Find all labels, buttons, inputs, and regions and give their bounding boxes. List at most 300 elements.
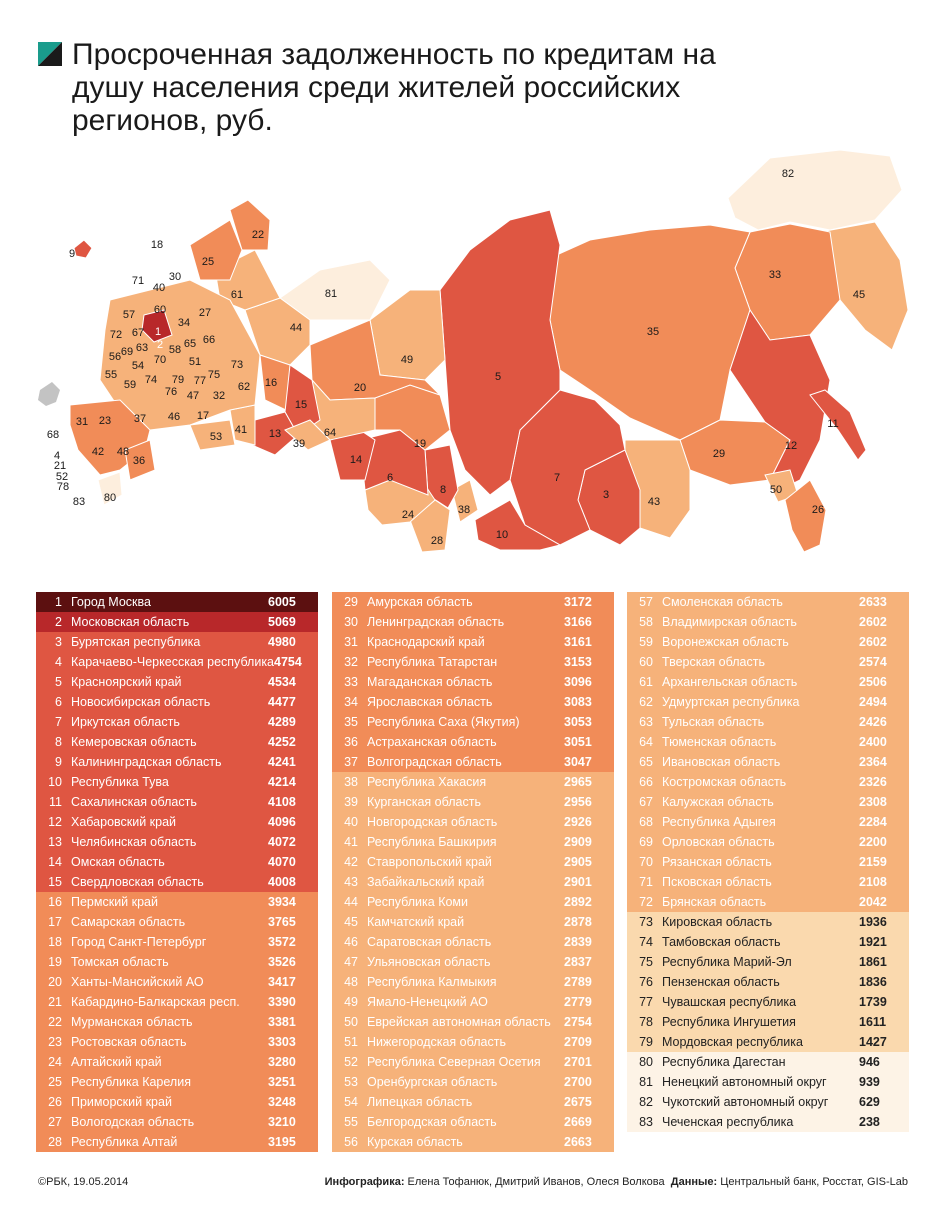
table-row bbox=[627, 1012, 909, 1032]
row-rank: 14 bbox=[48, 855, 62, 869]
row-region-name: Ярославская область bbox=[367, 695, 493, 709]
row-region-name: Карачаево-Черкесская республика bbox=[71, 655, 275, 669]
map-label-19: 19 bbox=[413, 438, 427, 450]
map-label-47: 47 bbox=[186, 390, 200, 402]
row-region-name: Владимирская область bbox=[662, 615, 797, 629]
row-region-name: Республика Тува bbox=[71, 775, 169, 789]
row-rank: 45 bbox=[344, 915, 358, 929]
row-rank: 80 bbox=[639, 1055, 653, 1069]
row-rank: 55 bbox=[344, 1115, 358, 1129]
table-row bbox=[36, 932, 318, 952]
table-row bbox=[627, 972, 909, 992]
page-title: Просроченная задолженность по кредитам на душу населения среди жителей российских регионов, руб. bbox=[72, 38, 716, 137]
row-value: 3195 bbox=[268, 1135, 296, 1149]
row-value: 4214 bbox=[268, 775, 296, 789]
map-label-54: 54 bbox=[131, 360, 145, 372]
data-sources: Центральный банк, Росстат, GIS-Lab bbox=[720, 1176, 908, 1188]
row-rank: 30 bbox=[344, 615, 358, 629]
table-row bbox=[36, 992, 318, 1012]
row-rank: 48 bbox=[344, 975, 358, 989]
table-row bbox=[332, 592, 614, 612]
row-rank: 72 bbox=[639, 895, 653, 909]
row-region-name: Кемеровская область bbox=[71, 735, 197, 749]
map-label-29: 29 bbox=[712, 448, 726, 460]
row-value: 1936 bbox=[859, 915, 887, 929]
table-row bbox=[36, 972, 318, 992]
row-value: 3251 bbox=[268, 1075, 296, 1089]
row-region-name: Волгоградская область bbox=[367, 755, 502, 769]
table-row bbox=[36, 592, 318, 612]
row-rank: 40 bbox=[344, 815, 358, 829]
row-region-name: Республика Марий-Эл bbox=[662, 955, 792, 969]
row-region-name: Удмуртская республика bbox=[662, 695, 800, 709]
map-label-26: 26 bbox=[811, 504, 825, 516]
row-value: 2633 bbox=[859, 595, 887, 609]
row-value: 3526 bbox=[268, 955, 296, 969]
row-value: 2159 bbox=[859, 855, 887, 869]
table-row bbox=[36, 812, 318, 832]
map-label-46: 46 bbox=[167, 411, 181, 423]
row-value: 2779 bbox=[564, 995, 592, 1009]
table-row bbox=[332, 972, 614, 992]
map-label-21: 21 bbox=[53, 460, 67, 472]
row-region-name: Республика Ингушетия bbox=[662, 1015, 796, 1029]
table-row bbox=[627, 1052, 909, 1072]
row-rank: 11 bbox=[49, 795, 62, 809]
row-value: 3248 bbox=[268, 1095, 296, 1109]
row-value: 4241 bbox=[268, 755, 296, 769]
row-region-name: Челябинская область bbox=[71, 835, 197, 849]
row-rank: 38 bbox=[344, 775, 358, 789]
infographic-label: Инфографика: bbox=[324, 1176, 405, 1188]
row-value: 629 bbox=[859, 1095, 880, 1109]
row-region-name: Ульяновская область bbox=[367, 955, 491, 969]
map-label-24: 24 bbox=[401, 509, 415, 521]
table-row bbox=[332, 692, 614, 712]
row-rank: 10 bbox=[48, 775, 62, 789]
table-row bbox=[36, 832, 318, 852]
row-region-name: Приморский край bbox=[71, 1095, 172, 1109]
table-row bbox=[36, 1132, 318, 1152]
table-row bbox=[627, 652, 909, 672]
table-row bbox=[36, 632, 318, 652]
row-value: 1861 bbox=[859, 955, 887, 969]
table-row bbox=[627, 1112, 909, 1132]
row-rank: 74 bbox=[639, 935, 653, 949]
row-rank: 9 bbox=[55, 755, 62, 769]
row-rank: 4 bbox=[55, 655, 62, 669]
row-rank: 57 bbox=[639, 595, 653, 609]
row-value: 2701 bbox=[564, 1055, 592, 1069]
map-label-32: 32 bbox=[212, 390, 226, 402]
table-row bbox=[36, 732, 318, 752]
row-rank: 51 bbox=[344, 1035, 358, 1049]
row-value: 3047 bbox=[564, 755, 592, 769]
row-value: 2700 bbox=[564, 1075, 592, 1089]
row-rank: 49 bbox=[344, 995, 358, 1009]
row-region-name: Свердловская область bbox=[71, 875, 204, 889]
map-label-28: 28 bbox=[430, 535, 444, 547]
row-rank: 35 bbox=[344, 715, 358, 729]
row-value: 4534 bbox=[268, 675, 296, 689]
row-region-name: Иркутская область bbox=[71, 715, 180, 729]
row-region-name: Кабардино-Балкарская респ. bbox=[71, 995, 240, 1009]
row-region-name: Город Санкт-Петербург bbox=[71, 935, 207, 949]
row-value: 3417 bbox=[268, 975, 296, 989]
map-label-22: 22 bbox=[251, 229, 265, 241]
row-value: 3096 bbox=[564, 675, 592, 689]
table-row bbox=[332, 952, 614, 972]
row-region-name: Краснодарский край bbox=[367, 635, 485, 649]
row-rank: 36 bbox=[344, 735, 358, 749]
row-region-name: Тульская область bbox=[662, 715, 765, 729]
row-rank: 59 bbox=[639, 635, 653, 649]
row-rank: 5 bbox=[55, 675, 62, 689]
row-value: 946 bbox=[859, 1055, 880, 1069]
row-value: 2400 bbox=[859, 735, 887, 749]
map-label-58: 58 bbox=[168, 344, 182, 356]
row-region-name: Псковская область bbox=[662, 875, 772, 889]
row-region-name: Магаданская область bbox=[367, 675, 493, 689]
footer-credits bbox=[325, 1176, 908, 1188]
table-row bbox=[332, 1132, 614, 1152]
row-region-name: Республика Коми bbox=[367, 895, 469, 909]
map-label-52: 52 bbox=[55, 471, 69, 483]
row-value: 2901 bbox=[564, 875, 592, 889]
table-row bbox=[36, 752, 318, 772]
row-rank: 53 bbox=[344, 1075, 358, 1089]
table-row bbox=[332, 812, 614, 832]
table-row bbox=[332, 672, 614, 692]
map-label-40: 40 bbox=[152, 282, 166, 294]
map-label-49: 49 bbox=[400, 354, 414, 366]
row-region-name: Саратовская область bbox=[367, 935, 492, 949]
table-row bbox=[36, 852, 318, 872]
row-region-name: Алтайский край bbox=[71, 1055, 162, 1069]
row-value: 2426 bbox=[859, 715, 887, 729]
row-value: 2200 bbox=[859, 835, 887, 849]
table-row bbox=[332, 752, 614, 772]
row-region-name: Курская область bbox=[367, 1135, 463, 1149]
map-label-10: 10 bbox=[495, 529, 509, 541]
row-value: 4252 bbox=[268, 735, 296, 749]
row-value: 3303 bbox=[268, 1035, 296, 1049]
row-value: 2574 bbox=[859, 655, 887, 669]
row-value: 3572 bbox=[268, 935, 296, 949]
row-rank: 54 bbox=[344, 1095, 358, 1109]
table-row bbox=[36, 772, 318, 792]
row-rank: 15 bbox=[48, 875, 62, 889]
table-row bbox=[36, 1112, 318, 1132]
row-region-name: Рязанская область bbox=[662, 855, 772, 869]
map-label-82: 82 bbox=[781, 168, 795, 180]
map-label-33: 33 bbox=[768, 269, 782, 281]
map-label-39: 39 bbox=[292, 438, 306, 450]
row-value: 1921 bbox=[859, 935, 887, 949]
table-row bbox=[332, 792, 614, 812]
map-label-4: 4 bbox=[53, 450, 61, 462]
table-row bbox=[332, 712, 614, 732]
row-value: 2284 bbox=[859, 815, 887, 829]
map-label-41: 41 bbox=[234, 424, 248, 436]
row-region-name: Калужская область bbox=[662, 795, 774, 809]
table-row bbox=[627, 632, 909, 652]
row-rank: 6 bbox=[55, 695, 62, 709]
map-label-66: 66 bbox=[202, 334, 216, 346]
table-row bbox=[36, 712, 318, 732]
table-row bbox=[627, 992, 909, 1012]
table-row bbox=[36, 672, 318, 692]
map-label-1: 1 bbox=[154, 326, 162, 338]
row-region-name: Ханты-Мансийский АО bbox=[71, 975, 204, 989]
row-value: 3161 bbox=[564, 635, 592, 649]
row-region-name: Костромская область bbox=[662, 775, 787, 789]
row-value: 4477 bbox=[268, 695, 296, 709]
row-region-name: Ленинградская область bbox=[367, 615, 505, 629]
row-rank: 50 bbox=[344, 1015, 358, 1029]
table-row bbox=[36, 612, 318, 632]
row-rank: 27 bbox=[48, 1115, 62, 1129]
map-label-23: 23 bbox=[98, 415, 112, 427]
row-value: 2956 bbox=[564, 795, 592, 809]
row-rank: 8 bbox=[55, 735, 62, 749]
row-region-name: Республика Адыгея bbox=[662, 815, 776, 829]
row-value: 939 bbox=[859, 1075, 880, 1089]
row-rank: 78 bbox=[639, 1015, 653, 1029]
row-value: 3280 bbox=[268, 1055, 296, 1069]
map-label-17: 17 bbox=[196, 410, 210, 422]
row-value: 3153 bbox=[564, 655, 592, 669]
row-rank: 37 bbox=[344, 755, 358, 769]
row-region-name: Тамбовская область bbox=[662, 935, 781, 949]
row-rank: 73 bbox=[639, 915, 653, 929]
row-rank: 62 bbox=[639, 695, 653, 709]
table-row bbox=[332, 1092, 614, 1112]
row-value: 2926 bbox=[564, 815, 592, 829]
row-value: 4096 bbox=[268, 815, 296, 829]
row-value: 2602 bbox=[859, 615, 887, 629]
row-region-name: Ненецкий автономный округ bbox=[662, 1075, 827, 1089]
row-rank: 69 bbox=[639, 835, 653, 849]
row-rank: 2 bbox=[55, 615, 62, 629]
map-label-27: 27 bbox=[198, 307, 212, 319]
row-value: 2892 bbox=[564, 895, 592, 909]
map-label-45: 45 bbox=[852, 289, 866, 301]
row-value: 1611 bbox=[859, 1015, 887, 1029]
row-region-name: Хабаровский край bbox=[71, 815, 177, 829]
row-value: 2789 bbox=[564, 975, 592, 989]
row-value: 4754 bbox=[274, 655, 302, 669]
row-rank: 26 bbox=[48, 1095, 62, 1109]
row-value: 2364 bbox=[859, 755, 887, 769]
row-value: 2839 bbox=[564, 935, 592, 949]
map-label-12: 12 bbox=[784, 440, 798, 452]
map-label-77: 77 bbox=[193, 375, 207, 387]
table-row bbox=[332, 1112, 614, 1132]
row-region-name: Мордовская республика bbox=[662, 1035, 803, 1049]
row-value: 4980 bbox=[268, 635, 296, 649]
row-region-name: Калининградская область bbox=[71, 755, 222, 769]
row-value: 1427 bbox=[859, 1035, 887, 1049]
row-rank: 70 bbox=[639, 855, 653, 869]
row-region-name: Архангельская область bbox=[662, 675, 798, 689]
row-region-name: Ставропольский край bbox=[367, 855, 492, 869]
row-rank: 79 bbox=[639, 1035, 653, 1049]
map-label-61: 61 bbox=[230, 289, 244, 301]
row-region-name: Оренбургская область bbox=[367, 1075, 498, 1089]
row-value: 238 bbox=[859, 1115, 880, 1129]
row-rank: 21 bbox=[48, 995, 62, 1009]
row-rank: 23 bbox=[48, 1035, 62, 1049]
row-value: 2108 bbox=[859, 875, 887, 889]
map-label-25: 25 bbox=[201, 256, 215, 268]
table-row bbox=[627, 792, 909, 812]
map-label-72: 72 bbox=[109, 329, 123, 341]
map-label-71: 71 bbox=[131, 275, 145, 287]
row-value: 4070 bbox=[268, 855, 296, 869]
row-value: 3390 bbox=[268, 995, 296, 1009]
map-label-16: 16 bbox=[264, 377, 278, 389]
row-rank: 63 bbox=[639, 715, 653, 729]
table-row bbox=[627, 1032, 909, 1052]
row-value: 4289 bbox=[268, 715, 296, 729]
row-value: 2602 bbox=[859, 635, 887, 649]
row-region-name: Забайкальский край bbox=[367, 875, 485, 889]
row-rank: 66 bbox=[639, 775, 653, 789]
row-rank: 1 bbox=[55, 595, 62, 609]
table-row bbox=[332, 1012, 614, 1032]
map-label-74: 74 bbox=[144, 374, 158, 386]
row-region-name: Амурская область bbox=[367, 595, 473, 609]
row-region-name: Республика Северная Осетия bbox=[367, 1055, 541, 1069]
table-row bbox=[627, 692, 909, 712]
table-row bbox=[627, 872, 909, 892]
map-label-65: 65 bbox=[183, 338, 197, 350]
map-label-5: 5 bbox=[494, 371, 502, 383]
map-label-38: 38 bbox=[457, 504, 471, 516]
row-region-name: Самарская область bbox=[71, 915, 186, 929]
row-value: 1836 bbox=[859, 975, 887, 989]
neighbor-territory bbox=[38, 382, 60, 406]
row-rank: 31 bbox=[344, 635, 358, 649]
table-row bbox=[627, 772, 909, 792]
row-value: 2675 bbox=[564, 1095, 592, 1109]
row-value: 5069 bbox=[268, 615, 296, 629]
row-region-name: Республика Хакасия bbox=[367, 775, 487, 789]
row-value: 2754 bbox=[564, 1015, 592, 1029]
table-row bbox=[627, 912, 909, 932]
row-region-name: Ивановская область bbox=[662, 755, 781, 769]
row-rank: 3 bbox=[55, 635, 62, 649]
map-label-69: 69 bbox=[120, 346, 134, 358]
table-row bbox=[332, 772, 614, 792]
table-row bbox=[332, 892, 614, 912]
row-value: 2837 bbox=[564, 955, 592, 969]
row-region-name: Белгородская область bbox=[367, 1115, 497, 1129]
row-value: 2965 bbox=[564, 775, 592, 789]
row-value: 2878 bbox=[564, 915, 592, 929]
table-row bbox=[627, 832, 909, 852]
map-label-7: 7 bbox=[553, 472, 561, 484]
map-label-73: 73 bbox=[230, 359, 244, 371]
row-region-name: Республика Алтай bbox=[71, 1135, 178, 1149]
table-row bbox=[36, 1092, 318, 1112]
table-row bbox=[627, 672, 909, 692]
row-region-name: Астраханская область bbox=[367, 735, 497, 749]
row-value: 3083 bbox=[564, 695, 592, 709]
row-rank: 65 bbox=[639, 755, 653, 769]
map-label-57: 57 bbox=[122, 309, 136, 321]
row-rank: 43 bbox=[344, 875, 358, 889]
row-region-name: Тверская область bbox=[662, 655, 765, 669]
row-region-name: Бурятская республика bbox=[71, 635, 201, 649]
table-row bbox=[332, 732, 614, 752]
row-value: 4072 bbox=[268, 835, 296, 849]
row-rank: 83 bbox=[639, 1115, 653, 1129]
map-label-53: 53 bbox=[209, 431, 223, 443]
row-rank: 18 bbox=[48, 935, 62, 949]
map-label-6: 6 bbox=[386, 472, 394, 484]
row-region-name: Пермский край bbox=[71, 895, 158, 909]
row-rank: 75 bbox=[639, 955, 653, 969]
row-rank: 33 bbox=[344, 675, 358, 689]
row-region-name: Камчатский край bbox=[367, 915, 465, 929]
row-region-name: Орловская область bbox=[662, 835, 775, 849]
row-region-name: Томская область bbox=[71, 955, 169, 969]
table-row bbox=[36, 692, 318, 712]
map-label-55: 55 bbox=[104, 369, 118, 381]
table-row bbox=[36, 912, 318, 932]
table-row bbox=[627, 732, 909, 752]
map-label-64: 64 bbox=[323, 427, 337, 439]
row-region-name: Новгородская область bbox=[367, 815, 498, 829]
table-row bbox=[332, 1052, 614, 1072]
map-label-83: 83 bbox=[72, 496, 86, 508]
row-rank: 24 bbox=[48, 1055, 62, 1069]
row-value: 2308 bbox=[859, 795, 887, 809]
row-rank: 82 bbox=[639, 1095, 653, 1109]
map-label-63: 63 bbox=[135, 342, 149, 354]
row-value: 2669 bbox=[564, 1115, 592, 1129]
row-value: 3172 bbox=[564, 595, 592, 609]
row-value: 4008 bbox=[268, 875, 296, 889]
table-row bbox=[627, 752, 909, 772]
row-region-name: Чеченская республика bbox=[662, 1115, 794, 1129]
row-region-name: Республика Калмыкия bbox=[367, 975, 497, 989]
row-rank: 71 bbox=[639, 875, 653, 889]
row-rank: 7 bbox=[55, 715, 62, 729]
row-region-name: Республика Татарстан bbox=[367, 655, 498, 669]
row-value: 3381 bbox=[268, 1015, 296, 1029]
map-label-42: 42 bbox=[91, 446, 105, 458]
map-label-35: 35 bbox=[646, 326, 660, 338]
row-region-name: Пензенская область bbox=[662, 975, 780, 989]
row-rank: 20 bbox=[48, 975, 62, 989]
map-label-15: 15 bbox=[294, 399, 308, 411]
row-region-name: Ростовская область bbox=[71, 1035, 187, 1049]
map-label-37: 37 bbox=[133, 413, 147, 425]
row-rank: 19 bbox=[48, 955, 62, 969]
map-label-67: 67 bbox=[131, 327, 145, 339]
table-row bbox=[36, 892, 318, 912]
row-region-name: Мурманская область bbox=[71, 1015, 193, 1029]
row-region-name: Республика Башкирия bbox=[367, 835, 497, 849]
region-82 bbox=[728, 150, 902, 230]
row-rank: 67 bbox=[639, 795, 653, 809]
row-region-name: Республика Дагестан bbox=[662, 1055, 786, 1069]
row-rank: 28 bbox=[48, 1135, 62, 1149]
table-row bbox=[627, 952, 909, 972]
